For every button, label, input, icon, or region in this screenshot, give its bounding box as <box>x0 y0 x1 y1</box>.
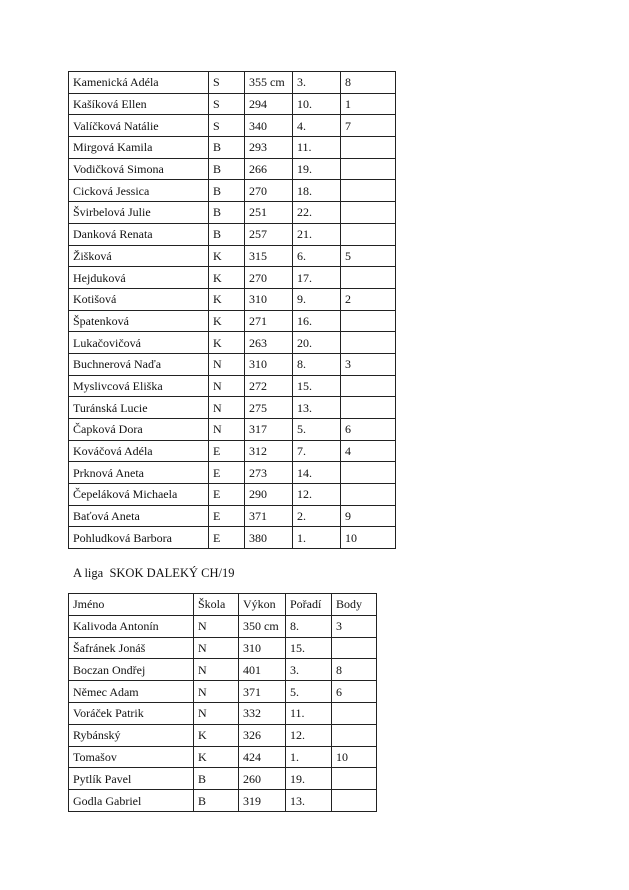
cell-school: N <box>209 397 245 419</box>
cell-result: 266 <box>245 158 293 180</box>
cell-school: N <box>209 353 245 375</box>
cell-rank: 1. <box>286 746 332 768</box>
cell-rank: 9. <box>293 288 341 310</box>
cell-points <box>332 724 377 746</box>
cell-school: E <box>209 462 245 484</box>
cell-points: 10 <box>341 527 396 549</box>
cell-name: Kašíková Ellen <box>69 93 209 115</box>
results-table-girls-body <box>69 72 396 549</box>
cell-name: Šafránek Jonáš <box>69 637 194 659</box>
table-row <box>69 419 396 441</box>
cell-school: K <box>209 245 245 267</box>
cell-school: B <box>209 180 245 202</box>
cell-result: 310 <box>245 288 293 310</box>
table-row <box>69 115 396 137</box>
cell-rank: 21. <box>293 223 341 245</box>
cell-name: Prknová Aneta <box>69 462 209 484</box>
cell-result: 315 <box>245 245 293 267</box>
cell-result: 380 <box>245 527 293 549</box>
cell-result: 332 <box>239 702 286 724</box>
header-cell-rank: Pořadí <box>286 594 332 616</box>
cell-points <box>341 267 396 289</box>
cell-result: 319 <box>239 790 286 812</box>
table-row <box>69 724 377 746</box>
cell-points <box>341 202 396 224</box>
cell-name: Baťová Aneta <box>69 505 209 527</box>
cell-result: 310 <box>245 353 293 375</box>
cell-school: N <box>194 637 239 659</box>
table-row <box>69 288 396 310</box>
table-row <box>69 659 377 681</box>
cell-result: 371 <box>245 505 293 527</box>
table-row <box>69 202 396 224</box>
cell-points: 10 <box>332 746 377 768</box>
cell-rank: 19. <box>286 768 332 790</box>
cell-school: K <box>194 724 239 746</box>
cell-result: 371 <box>239 681 286 703</box>
cell-rank: 7. <box>293 440 341 462</box>
cell-name: Rybánský <box>69 724 194 746</box>
results-table-boys <box>68 593 377 812</box>
table-row <box>69 768 377 790</box>
cell-school: B <box>194 768 239 790</box>
cell-school: N <box>194 702 239 724</box>
cell-rank: 3. <box>293 72 341 94</box>
cell-name: Turánská Lucie <box>69 397 209 419</box>
cell-points: 3 <box>332 615 377 637</box>
cell-result: 312 <box>245 440 293 462</box>
cell-school: N <box>194 659 239 681</box>
table-row <box>69 223 396 245</box>
cell-result: 401 <box>239 659 286 681</box>
cell-name: Švirbelová Julie <box>69 202 209 224</box>
cell-points <box>341 397 396 419</box>
header-cell-points: Body <box>332 594 377 616</box>
table-row <box>69 484 396 506</box>
cell-rank: 1. <box>293 527 341 549</box>
table-row <box>69 310 396 332</box>
cell-name: Buchnerová Naďa <box>69 353 209 375</box>
header-cell-result: Výkon <box>239 594 286 616</box>
table-row <box>69 332 396 354</box>
cell-name: Danková Renata <box>69 223 209 245</box>
cell-rank: 13. <box>293 397 341 419</box>
cell-school: E <box>209 527 245 549</box>
cell-name: Valíčková Natálie <box>69 115 209 137</box>
cell-rank: 2. <box>293 505 341 527</box>
cell-school: S <box>209 72 245 94</box>
cell-result: 257 <box>245 223 293 245</box>
table-row <box>69 681 377 703</box>
cell-result: 310 <box>239 637 286 659</box>
cell-school: B <box>194 790 239 812</box>
cell-school: N <box>194 681 239 703</box>
cell-result: 350 cm <box>239 615 286 637</box>
table-row <box>69 137 396 159</box>
cell-rank: 15. <box>293 375 341 397</box>
cell-name: Čapková Dora <box>69 419 209 441</box>
table-row <box>69 375 396 397</box>
cell-points: 4 <box>341 440 396 462</box>
header-cell-school: Škola <box>194 594 239 616</box>
cell-rank: 14. <box>293 462 341 484</box>
cell-school: E <box>209 440 245 462</box>
cell-points <box>341 180 396 202</box>
header-cell-name: Jméno <box>69 594 194 616</box>
cell-points: 8 <box>341 72 396 94</box>
cell-name: Myslivcová Eliška <box>69 375 209 397</box>
cell-result: 270 <box>245 267 293 289</box>
table-row <box>69 440 396 462</box>
cell-name: Žišková <box>69 245 209 267</box>
table-row <box>69 180 396 202</box>
table-row <box>69 353 396 375</box>
cell-school: B <box>209 202 245 224</box>
cell-name: Pohludková Barbora <box>69 527 209 549</box>
cell-result: 273 <box>245 462 293 484</box>
cell-name: Mirgová Kamila <box>69 137 209 159</box>
cell-rank: 12. <box>286 724 332 746</box>
cell-result: 272 <box>245 375 293 397</box>
cell-school: E <box>209 505 245 527</box>
table-row <box>69 637 377 659</box>
cell-result: 271 <box>245 310 293 332</box>
cell-points: 6 <box>332 681 377 703</box>
cell-school: K <box>209 332 245 354</box>
cell-name: Hejduková <box>69 267 209 289</box>
cell-school: N <box>209 375 245 397</box>
cell-rank: 6. <box>293 245 341 267</box>
cell-name: Špatenková <box>69 310 209 332</box>
cell-name: Cicková Jessica <box>69 180 209 202</box>
table-row <box>69 462 396 484</box>
cell-rank: 10. <box>293 93 341 115</box>
cell-name: Vodičková Simona <box>69 158 209 180</box>
cell-school: B <box>209 137 245 159</box>
cell-points <box>341 484 396 506</box>
cell-name: Kotišová <box>69 288 209 310</box>
cell-school: S <box>209 93 245 115</box>
cell-school: K <box>209 310 245 332</box>
cell-name: Lukačovičová <box>69 332 209 354</box>
table-row <box>69 615 377 637</box>
cell-school: B <box>209 223 245 245</box>
cell-points: 9 <box>341 505 396 527</box>
cell-result: 326 <box>239 724 286 746</box>
table-row <box>69 158 396 180</box>
cell-result: 251 <box>245 202 293 224</box>
cell-name: Boczan Ondřej <box>69 659 194 681</box>
cell-points <box>332 768 377 790</box>
table-row <box>69 397 396 419</box>
cell-points: 1 <box>341 93 396 115</box>
cell-points <box>341 137 396 159</box>
cell-points <box>341 158 396 180</box>
cell-result: 294 <box>245 93 293 115</box>
cell-result: 263 <box>245 332 293 354</box>
table-row <box>69 527 396 549</box>
cell-name: Kováčová Adéla <box>69 440 209 462</box>
cell-points <box>341 310 396 332</box>
cell-rank: 20. <box>293 332 341 354</box>
cell-rank: 18. <box>293 180 341 202</box>
cell-result: 424 <box>239 746 286 768</box>
cell-result: 355 cm <box>245 72 293 94</box>
cell-points <box>341 375 396 397</box>
results-table-boys-header <box>69 594 377 616</box>
cell-rank: 4. <box>293 115 341 137</box>
cell-rank: 8. <box>293 353 341 375</box>
table-row <box>69 93 396 115</box>
results-table-boys-body <box>69 615 377 811</box>
cell-school: K <box>209 288 245 310</box>
cell-points <box>332 637 377 659</box>
cell-rank: 19. <box>293 158 341 180</box>
cell-points <box>341 223 396 245</box>
cell-school: S <box>209 115 245 137</box>
cell-result: 260 <box>239 768 286 790</box>
cell-points <box>332 702 377 724</box>
cell-result: 317 <box>245 419 293 441</box>
table-header-row <box>69 594 377 616</box>
section-heading: A liga SKOK DALEKÝ CH/19 <box>73 566 235 580</box>
table-row <box>69 702 377 724</box>
cell-rank: 16. <box>293 310 341 332</box>
cell-result: 340 <box>245 115 293 137</box>
cell-points: 3 <box>341 353 396 375</box>
cell-points: 6 <box>341 419 396 441</box>
cell-rank: 15. <box>286 637 332 659</box>
cell-name: Němec Adam <box>69 681 194 703</box>
cell-name: Voráček Patrik <box>69 702 194 724</box>
cell-rank: 5. <box>286 681 332 703</box>
table-row <box>69 505 396 527</box>
cell-rank: 11. <box>286 702 332 724</box>
table-row <box>69 790 377 812</box>
cell-name: Tomašov <box>69 746 194 768</box>
table-row <box>69 746 377 768</box>
cell-points <box>332 790 377 812</box>
cell-rank: 17. <box>293 267 341 289</box>
cell-points: 5 <box>341 245 396 267</box>
cell-result: 275 <box>245 397 293 419</box>
cell-result: 290 <box>245 484 293 506</box>
cell-points <box>341 332 396 354</box>
cell-name: Kalivoda Antonín <box>69 615 194 637</box>
cell-school: K <box>209 267 245 289</box>
cell-name: Kamenická Adéla <box>69 72 209 94</box>
cell-rank: 5. <box>293 419 341 441</box>
cell-points: 8 <box>332 659 377 681</box>
cell-result: 270 <box>245 180 293 202</box>
cell-rank: 13. <box>286 790 332 812</box>
table-row <box>69 72 396 94</box>
results-table-girls <box>68 71 396 549</box>
cell-school: N <box>194 615 239 637</box>
cell-name: Čepeláková Michaela <box>69 484 209 506</box>
cell-school: K <box>194 746 239 768</box>
cell-rank: 12. <box>293 484 341 506</box>
table-row <box>69 267 396 289</box>
cell-points <box>341 462 396 484</box>
cell-name: Godla Gabriel <box>69 790 194 812</box>
cell-name: Pytlík Pavel <box>69 768 194 790</box>
cell-points: 7 <box>341 115 396 137</box>
cell-rank: 3. <box>286 659 332 681</box>
cell-points: 2 <box>341 288 396 310</box>
table-row <box>69 245 396 267</box>
cell-rank: 11. <box>293 137 341 159</box>
cell-school: B <box>209 158 245 180</box>
cell-result: 293 <box>245 137 293 159</box>
cell-school: N <box>209 419 245 441</box>
cell-rank: 22. <box>293 202 341 224</box>
cell-rank: 8. <box>286 615 332 637</box>
cell-school: E <box>209 484 245 506</box>
